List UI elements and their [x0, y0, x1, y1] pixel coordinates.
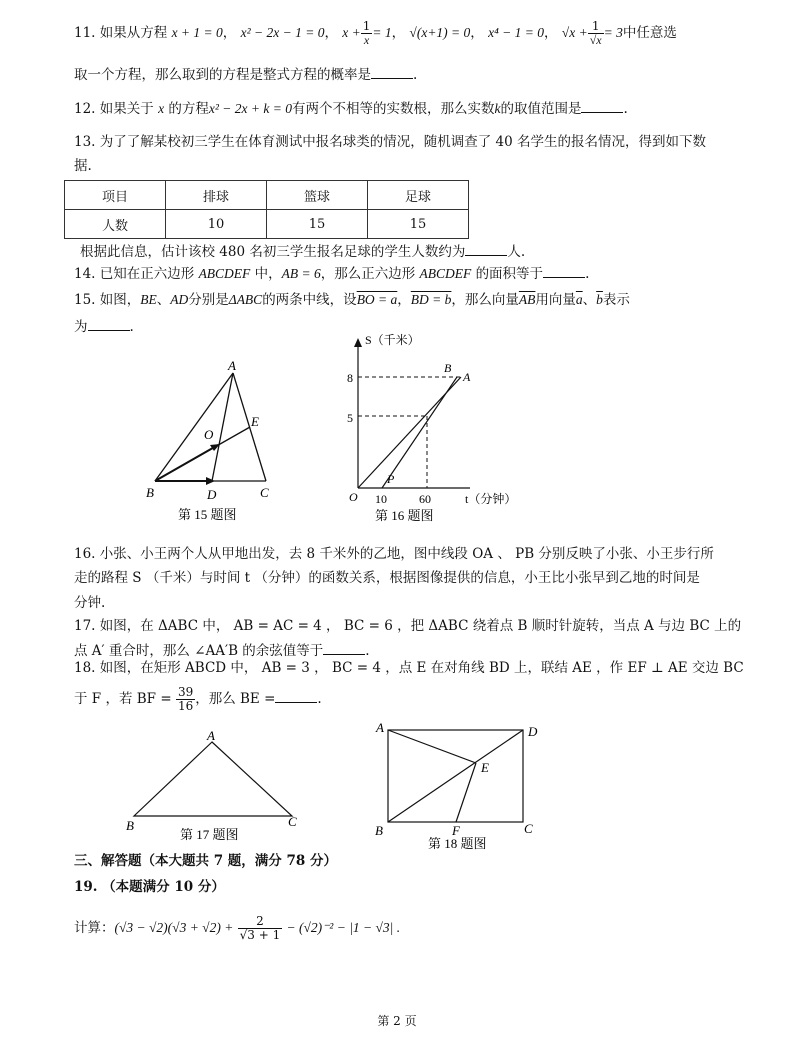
- section-3-heading: 三、解答题（本大题共 7 题，满分 78 分）: [74, 853, 337, 869]
- q11-line2: 取一个方程，那么取到的方程是整式方程的概率是 .: [74, 64, 724, 85]
- label-e: E: [481, 760, 489, 775]
- label-a: A: [207, 728, 215, 743]
- q13-line1: 13. 为了了解某校初三学生在体育测试中报名球类的情况，随机调查了 40 名学生的报名情况，得到如下数: [74, 134, 707, 150]
- label-f: F: [452, 823, 460, 838]
- label-a: A: [228, 358, 236, 373]
- q19-expression: 计算：(√3 − √2)(√3 + √2) + $\frac{2}{√3 + 1}$ − (√2)⁻² − |1 − √3| .: [74, 914, 401, 942]
- xtick-60: 60: [419, 492, 431, 506]
- q12: 12. 如果关于 x 的方程x² − 2x + k = 0有两个不相等的实数根，那么实数k的取值范围是 .: [74, 98, 724, 119]
- label-b: B: [126, 818, 134, 833]
- ytick-5: 5: [347, 411, 353, 425]
- q16-line2: 走的路程 S （千米）与时间 t （分钟）的函数关系，根据图像提供的信息，小王比小张早到乙地的时间是: [74, 570, 700, 586]
- q18-line1: 18. 如图，在矩形 ABCD 中， AB = 3 ， BC = 4 ，点 E 在对角线 BD 上，联结 AE ，作 EF ⊥ AE 交边 BC: [74, 660, 744, 676]
- figure-17: [120, 728, 310, 846]
- q11-line1: 11. 如果从方程 x + 1 = 0， x² − 2x − 1 = 0， x + $\frac{1}{x}$ = 1， √(x+1) = 0， x⁴ − 1 = 0， √x + $\frac{1}{√x}$ = 3中任意选: [74, 19, 677, 47]
- label-c: C: [260, 485, 269, 500]
- table-row: 项目 排球 篮球 足球: [65, 181, 469, 210]
- label-a: A: [463, 370, 471, 384]
- caption-15: 第 15 题图: [178, 507, 237, 522]
- median-ad: [212, 373, 233, 481]
- x-label: t（分钟）: [465, 492, 517, 506]
- label-b: B: [146, 485, 154, 500]
- vector-bo: [155, 445, 218, 481]
- page-number: 第 2 页: [377, 1014, 417, 1028]
- origin-label: O: [349, 490, 358, 504]
- q19-title: 19. （本题满分 10 分）: [74, 879, 225, 895]
- figure-16: [335, 330, 535, 530]
- figure-15: [140, 355, 290, 530]
- label-d: D: [207, 487, 217, 502]
- q16-line3: 分钟.: [74, 595, 106, 611]
- caption-17: 第 17 题图: [180, 827, 239, 842]
- segment-ef: [456, 763, 476, 822]
- side-ab: [155, 373, 233, 481]
- arrowhead-bd: [206, 477, 215, 485]
- label-c: C: [524, 821, 533, 836]
- table-row: 人数 10 15 15: [65, 210, 469, 239]
- q17-line1: 17. 如图，在 ΔABC 中， AB = AC = 4 ， BC = 6 ，把 ΔABC 绕着点 B 顺时针旋转，当点 A 与边 BC 上的: [74, 618, 742, 634]
- q18-line2: 于 F ，若 BF = $\frac{39}{16}$ ，那么 BE = .: [74, 685, 322, 713]
- figure-18: [372, 720, 547, 855]
- caption-16: 第 16 题图: [375, 508, 434, 523]
- ytick-8: 8: [347, 371, 353, 385]
- q15-line1: 15. 如图，BE、AD分别是ΔABC的两条中线，设BO = a，BD = b，那么向量$\overline{AB}$用向量$\overline{a}$、$\overline{b}$表示: [74, 292, 630, 308]
- label-b: B: [375, 823, 383, 838]
- q13-table: [64, 180, 469, 239]
- diagonal-bd: [388, 730, 523, 822]
- xtick-10: 10: [375, 492, 387, 506]
- label-e: E: [251, 414, 259, 429]
- q16-line1: 16. 小张、小王两个人从甲地出发，去 8 千米外的乙地，图中线段 OA 、 PB 分别反映了小张、小王步行所: [74, 546, 714, 562]
- q13-line2: 据.: [74, 158, 92, 174]
- label-d: D: [528, 724, 538, 739]
- label-a: A: [376, 720, 384, 735]
- y-label: S（千米）: [365, 333, 420, 347]
- y-arrow: [354, 338, 362, 347]
- q17-line2: 点 A′ 重合时，那么 ∠AA′B 的余弦值等于 .: [74, 640, 724, 661]
- caption-18: 第 18 题图: [428, 836, 487, 851]
- label-b: B: [444, 361, 452, 375]
- q15-line2: 为 .: [74, 316, 724, 337]
- label-c: C: [288, 814, 297, 829]
- triangle-abc: [134, 742, 292, 816]
- q14: 14. 已知在正六边形 ABCDEF 中，AB = 6，那么正六边形 ABCDEF 的面积等于 .: [74, 263, 724, 284]
- label-p: P: [387, 472, 395, 486]
- q13-after: 根据此信息，估计该校 480 名初三学生报名足球的学生人数约为 人.: [80, 241, 724, 262]
- label-o: O: [204, 427, 214, 442]
- segment-ae: [388, 730, 476, 763]
